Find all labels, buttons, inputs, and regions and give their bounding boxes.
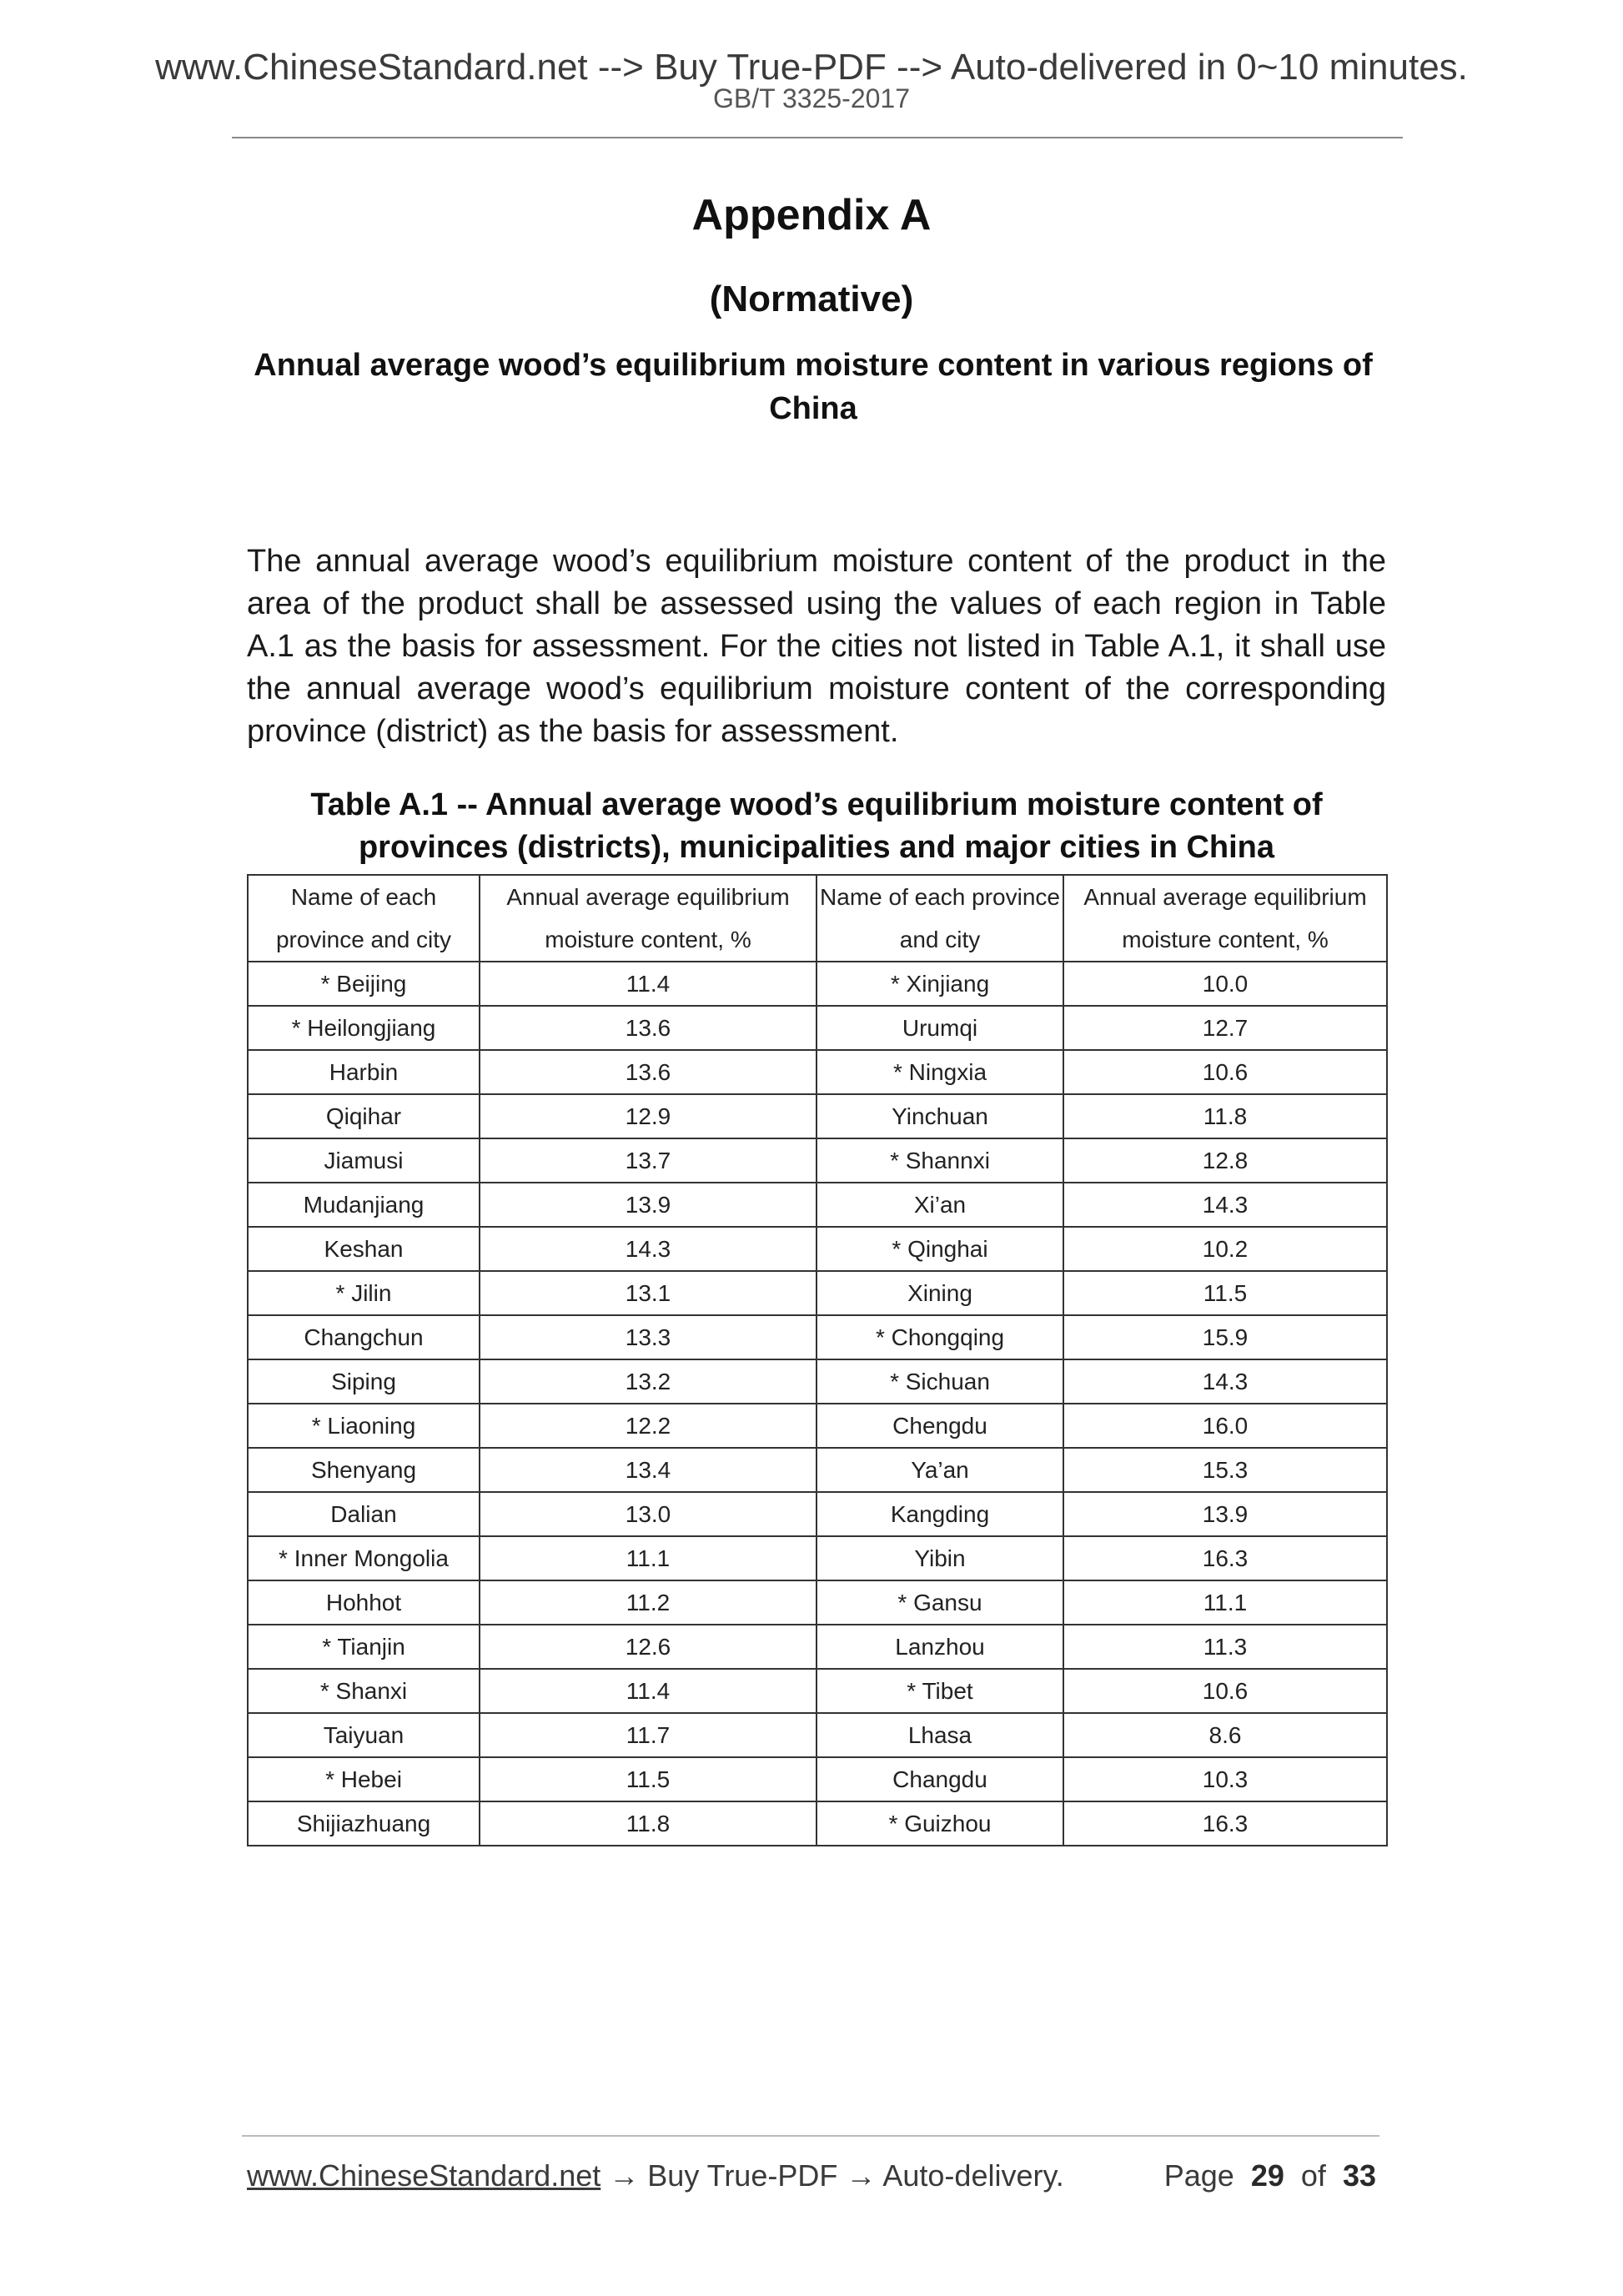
moisture-value-left: 11.7 — [480, 1713, 817, 1757]
moisture-value-right: 15.9 — [1063, 1315, 1387, 1359]
table-header-row — [248, 875, 1387, 962]
region-name-right: * Qinghai — [817, 1227, 1063, 1271]
moisture-value-left: 13.4 — [480, 1448, 817, 1492]
moisture-value-left: 12.6 — [480, 1625, 817, 1669]
arrow-right-icon: → — [846, 2158, 877, 2193]
region-name-left: * Liaoning — [248, 1404, 480, 1448]
table-row — [248, 1359, 1387, 1404]
region-name-right: Lanzhou — [817, 1625, 1063, 1669]
header-value-col-2: Annual average equilibrium moisture content, % — [1063, 875, 1387, 962]
moisture-value-left: 13.1 — [480, 1271, 817, 1315]
table-row — [248, 1404, 1387, 1448]
footer-buy-text: Buy True-PDF — [647, 2158, 838, 2193]
region-name-right: * Tibet — [817, 1669, 1063, 1713]
region-name-right: Chengdu — [817, 1404, 1063, 1448]
moisture-value-right: 10.2 — [1063, 1227, 1387, 1271]
moisture-value-left: 11.5 — [480, 1757, 817, 1801]
moisture-value-left: 11.4 — [480, 1669, 817, 1713]
table-row — [248, 1801, 1387, 1846]
moisture-value-left: 14.3 — [480, 1227, 817, 1271]
footer-divider — [242, 2135, 1379, 2137]
region-name-right: Ya’an — [817, 1448, 1063, 1492]
moisture-value-left: 11.2 — [480, 1580, 817, 1625]
header-value-col-1: Annual average equilibrium moisture content, % — [480, 875, 817, 962]
moisture-value-right: 10.6 — [1063, 1050, 1387, 1094]
table-row — [248, 1713, 1387, 1757]
table-row — [248, 1315, 1387, 1359]
moisture-value-left: 11.1 — [480, 1536, 817, 1580]
moisture-value-left: 13.2 — [480, 1359, 817, 1404]
region-name-left: Jiamusi — [248, 1138, 480, 1183]
region-name-right: * Guizhou — [817, 1801, 1063, 1846]
moisture-value-left: 11.8 — [480, 1801, 817, 1846]
table-caption: Table A.1 -- Annual average wood’s equilibrium moisture content of provinces (districts), municipalities and major cities in China — [310, 787, 1323, 865]
region-name-left: * Heilongjiang — [248, 1006, 480, 1050]
table-row — [248, 1757, 1387, 1801]
standard-code: GB/T 3325-2017 — [712, 83, 910, 113]
region-name-right: Changdu — [817, 1757, 1063, 1801]
table-row — [248, 1050, 1387, 1094]
table-row — [248, 1492, 1387, 1536]
region-name-left: Keshan — [248, 1227, 480, 1271]
header-divider — [232, 137, 1403, 138]
page-indicator — [1164, 2158, 1376, 2193]
moisture-value-left: 13.0 — [480, 1492, 817, 1536]
table-row — [248, 1271, 1387, 1315]
moisture-value-right: 15.3 — [1063, 1448, 1387, 1492]
table-row — [248, 1227, 1387, 1271]
region-name-left: Changchun — [248, 1315, 480, 1359]
table-row — [248, 1094, 1387, 1138]
region-name-right: * Gansu — [817, 1580, 1063, 1625]
moisture-value-left: 13.3 — [480, 1315, 817, 1359]
region-name-left: Hohhot — [248, 1580, 480, 1625]
table-row — [248, 1625, 1387, 1669]
region-name-right: Kangding — [817, 1492, 1063, 1536]
region-name-left: Qiqihar — [248, 1094, 480, 1138]
moisture-value-right: 14.3 — [1063, 1183, 1387, 1227]
moisture-value-left: 13.7 — [480, 1138, 817, 1183]
moisture-value-left: 13.6 — [480, 1006, 817, 1050]
appendix-title: Appendix A — [691, 191, 932, 239]
table-row — [248, 1183, 1387, 1227]
moisture-value-right: 12.7 — [1063, 1006, 1387, 1050]
total-pages: 33 — [1342, 2158, 1376, 2193]
region-name-left: * Inner Mongolia — [248, 1536, 480, 1580]
moisture-value-right: 12.8 — [1063, 1138, 1387, 1183]
moisture-value-right: 16.3 — [1063, 1801, 1387, 1846]
moisture-value-right: 10.3 — [1063, 1757, 1387, 1801]
region-name-left: Dalian — [248, 1492, 480, 1536]
region-name-right: Yibin — [817, 1536, 1063, 1580]
moisture-value-right: 16.0 — [1063, 1404, 1387, 1448]
region-name-left: * Shanxi — [248, 1669, 480, 1713]
region-name-left: * Hebei — [248, 1757, 480, 1801]
table-row — [248, 1536, 1387, 1580]
footer-site-link[interactable]: www.ChineseStandard.net — [247, 2158, 601, 2193]
appendix-heading: Annual average wood’s equilibrium moisture content in various regions of China — [254, 348, 1373, 426]
footer-delivery-text: Auto-delivery. — [882, 2158, 1064, 2193]
moisture-value-left: 11.4 — [480, 962, 817, 1006]
moisture-value-right: 11.1 — [1063, 1580, 1387, 1625]
moisture-value-right: 16.3 — [1063, 1536, 1387, 1580]
table-row — [248, 1006, 1387, 1050]
region-name-right: Yinchuan — [817, 1094, 1063, 1138]
moisture-value-left: 13.9 — [480, 1183, 817, 1227]
region-name-right: * Chongqing — [817, 1315, 1063, 1359]
region-name-left: Siping — [248, 1359, 480, 1404]
region-name-left: Harbin — [248, 1050, 480, 1094]
moisture-value-right: 11.8 — [1063, 1094, 1387, 1138]
region-name-right: Xi’an — [817, 1183, 1063, 1227]
region-name-left: * Beijing — [248, 962, 480, 1006]
table-row — [248, 1580, 1387, 1625]
moisture-value-left: 12.9 — [480, 1094, 817, 1138]
region-name-right: * Xinjiang — [817, 962, 1063, 1006]
region-name-left: * Jilin — [248, 1271, 480, 1315]
region-name-right: Urumqi — [817, 1006, 1063, 1050]
table-row — [248, 1448, 1387, 1492]
moisture-value-right: 8.6 — [1063, 1713, 1387, 1757]
region-name-right: * Ningxia — [817, 1050, 1063, 1094]
page-label: Page — [1163, 2158, 1234, 2193]
header-name-col-1: Name of each province and city — [248, 875, 480, 962]
region-name-right: * Sichuan — [817, 1359, 1063, 1404]
of-label: of — [1300, 2158, 1326, 2193]
region-name-left: Shijiazhuang — [248, 1801, 480, 1846]
region-name-left: * Tianjin — [248, 1625, 480, 1669]
region-name-right: * Shannxi — [817, 1138, 1063, 1183]
moisture-value-right: 14.3 — [1063, 1359, 1387, 1404]
moisture-value-right: 11.3 — [1063, 1625, 1387, 1669]
header-banner: www.ChineseStandard.net --> Buy True-PDF --> Auto-delivered in 0~10 minutes. — [155, 47, 1468, 88]
region-name-left: Shenyang — [248, 1448, 480, 1492]
moisture-value-right: 10.6 — [1063, 1669, 1387, 1713]
moisture-value-right: 11.5 — [1063, 1271, 1387, 1315]
moisture-content-table — [247, 874, 1388, 1846]
moisture-value-left: 13.6 — [480, 1050, 817, 1094]
moisture-value-left: 12.2 — [480, 1404, 817, 1448]
region-name-right: Xining — [817, 1271, 1063, 1315]
region-name-left: Taiyuan — [248, 1713, 480, 1757]
table-row — [248, 962, 1387, 1006]
header-name-col-2: Name of each province and city — [817, 875, 1063, 962]
appendix-subtitle: (Normative) — [709, 279, 914, 319]
region-name-left: Mudanjiang — [248, 1183, 480, 1227]
region-name-right: Lhasa — [817, 1713, 1063, 1757]
table-row — [248, 1138, 1387, 1183]
table-row — [248, 1669, 1387, 1713]
body-paragraph: The annual average wood’s equilibrium moisture content of the product in the area of the product shall be assessed using the values of each region in Table A.1 as the basis for assessment. For the cities not listed in Table A.1, it shall use the annual average wood’s equilibrium moisture content of the corresponding province (district) as the basis for assessment. — [247, 544, 1386, 749]
arrow-right-icon: → — [609, 2158, 640, 2193]
moisture-value-right: 10.0 — [1063, 962, 1387, 1006]
page-number: 29 — [1250, 2158, 1284, 2193]
moisture-value-right: 13.9 — [1063, 1492, 1387, 1536]
footer-left — [247, 2158, 1064, 2193]
table-body — [248, 962, 1387, 1846]
